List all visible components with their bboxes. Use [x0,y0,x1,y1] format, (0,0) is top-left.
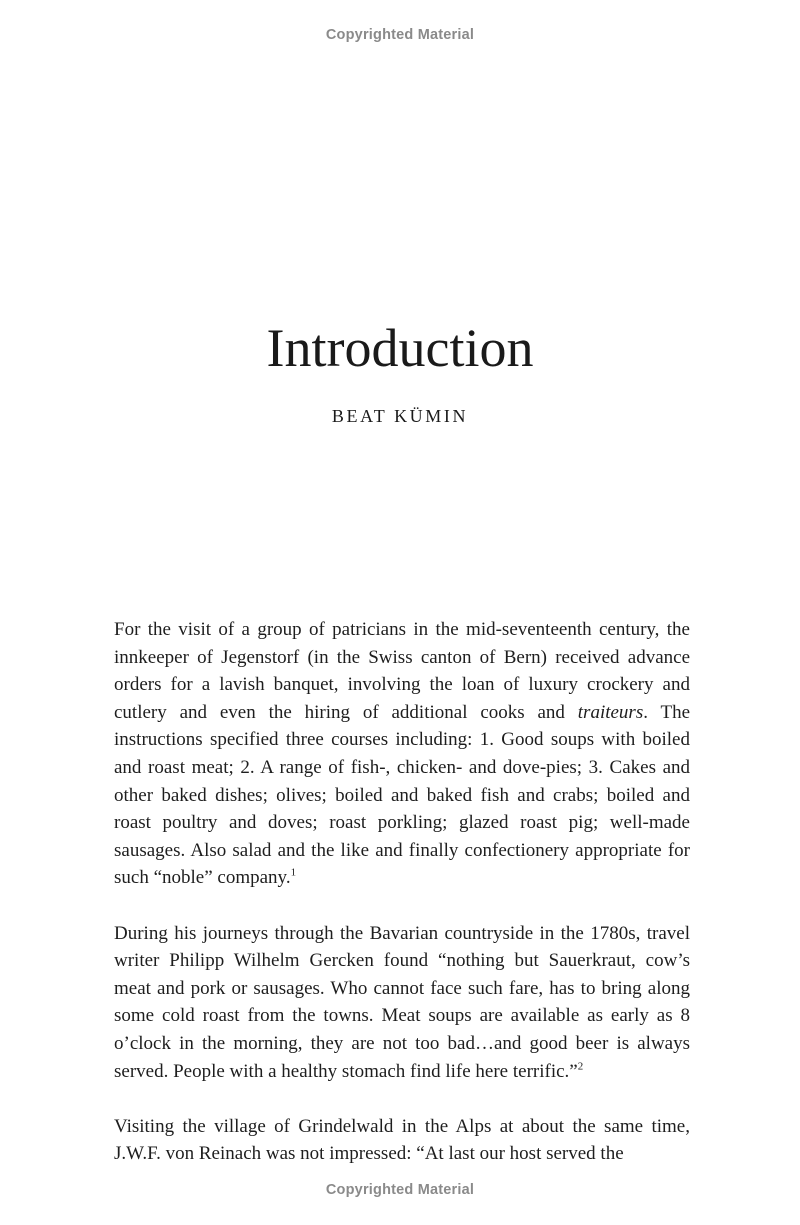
footnote-ref[interactable]: 2 [577,1060,584,1073]
paragraph-bavaria [114,920,690,1086]
paragraph-text: For the visit of a group of patricians in the mid-seventeenth century, the innkeeper of Jegenstorf (in the Swiss canton of Bern) received advance orders for a lavish banquet, involving the loan of luxury crockery and cutlery and even the hiring of additional cooks and [114,619,690,723]
paragraph-grindelwald [114,1113,690,1168]
copyright-watermark-top: Copyrighted Material [325,27,475,43]
body-text [114,616,690,1195]
chapter-author: BEAT KÜMIN [331,406,469,426]
paragraph-text: During his journeys through the Bavarian countryside in the 1780s, travel writer Philipp Wilhelm Gercken found “nothing but Sauerkraut, cow’s meat and pork or sausages. Who cannot face such fare, has to bring along some cold roast from the towns. Meat soups are available as early as 8 o’clock in the morning, they are not too bad…and good beer is always served. People with a healthy stomach find life here terrific.” [114,922,690,1082]
footnote-ref[interactable]: 1 [290,867,297,880]
paragraph-banquet [114,616,690,892]
chapter-title: Introduction [266,318,534,378]
paragraph-text: . The instructions specified three courses including: 1. Good soups with boiled and roast meat; 2. A range of fish-, chicken- and dove-pies; 3. Cakes and other baked dishes; olives; boiled and baked fish and crabs; boiled and roast poultry and doves; roast porkling; glazed roast pig; well-made sausages. Also salad and the like and finally confectionery appropriate for such “noble” company. [114,701,691,889]
paragraph-text: Visiting the village of Grindelwald in the Alps at about the same time, J.W.F. von Reinach was not impressed: “At last our host served the [114,1115,690,1165]
copyright-watermark-bottom: Copyrighted Material [325,1182,475,1198]
italic-term: traiteurs [577,701,644,723]
